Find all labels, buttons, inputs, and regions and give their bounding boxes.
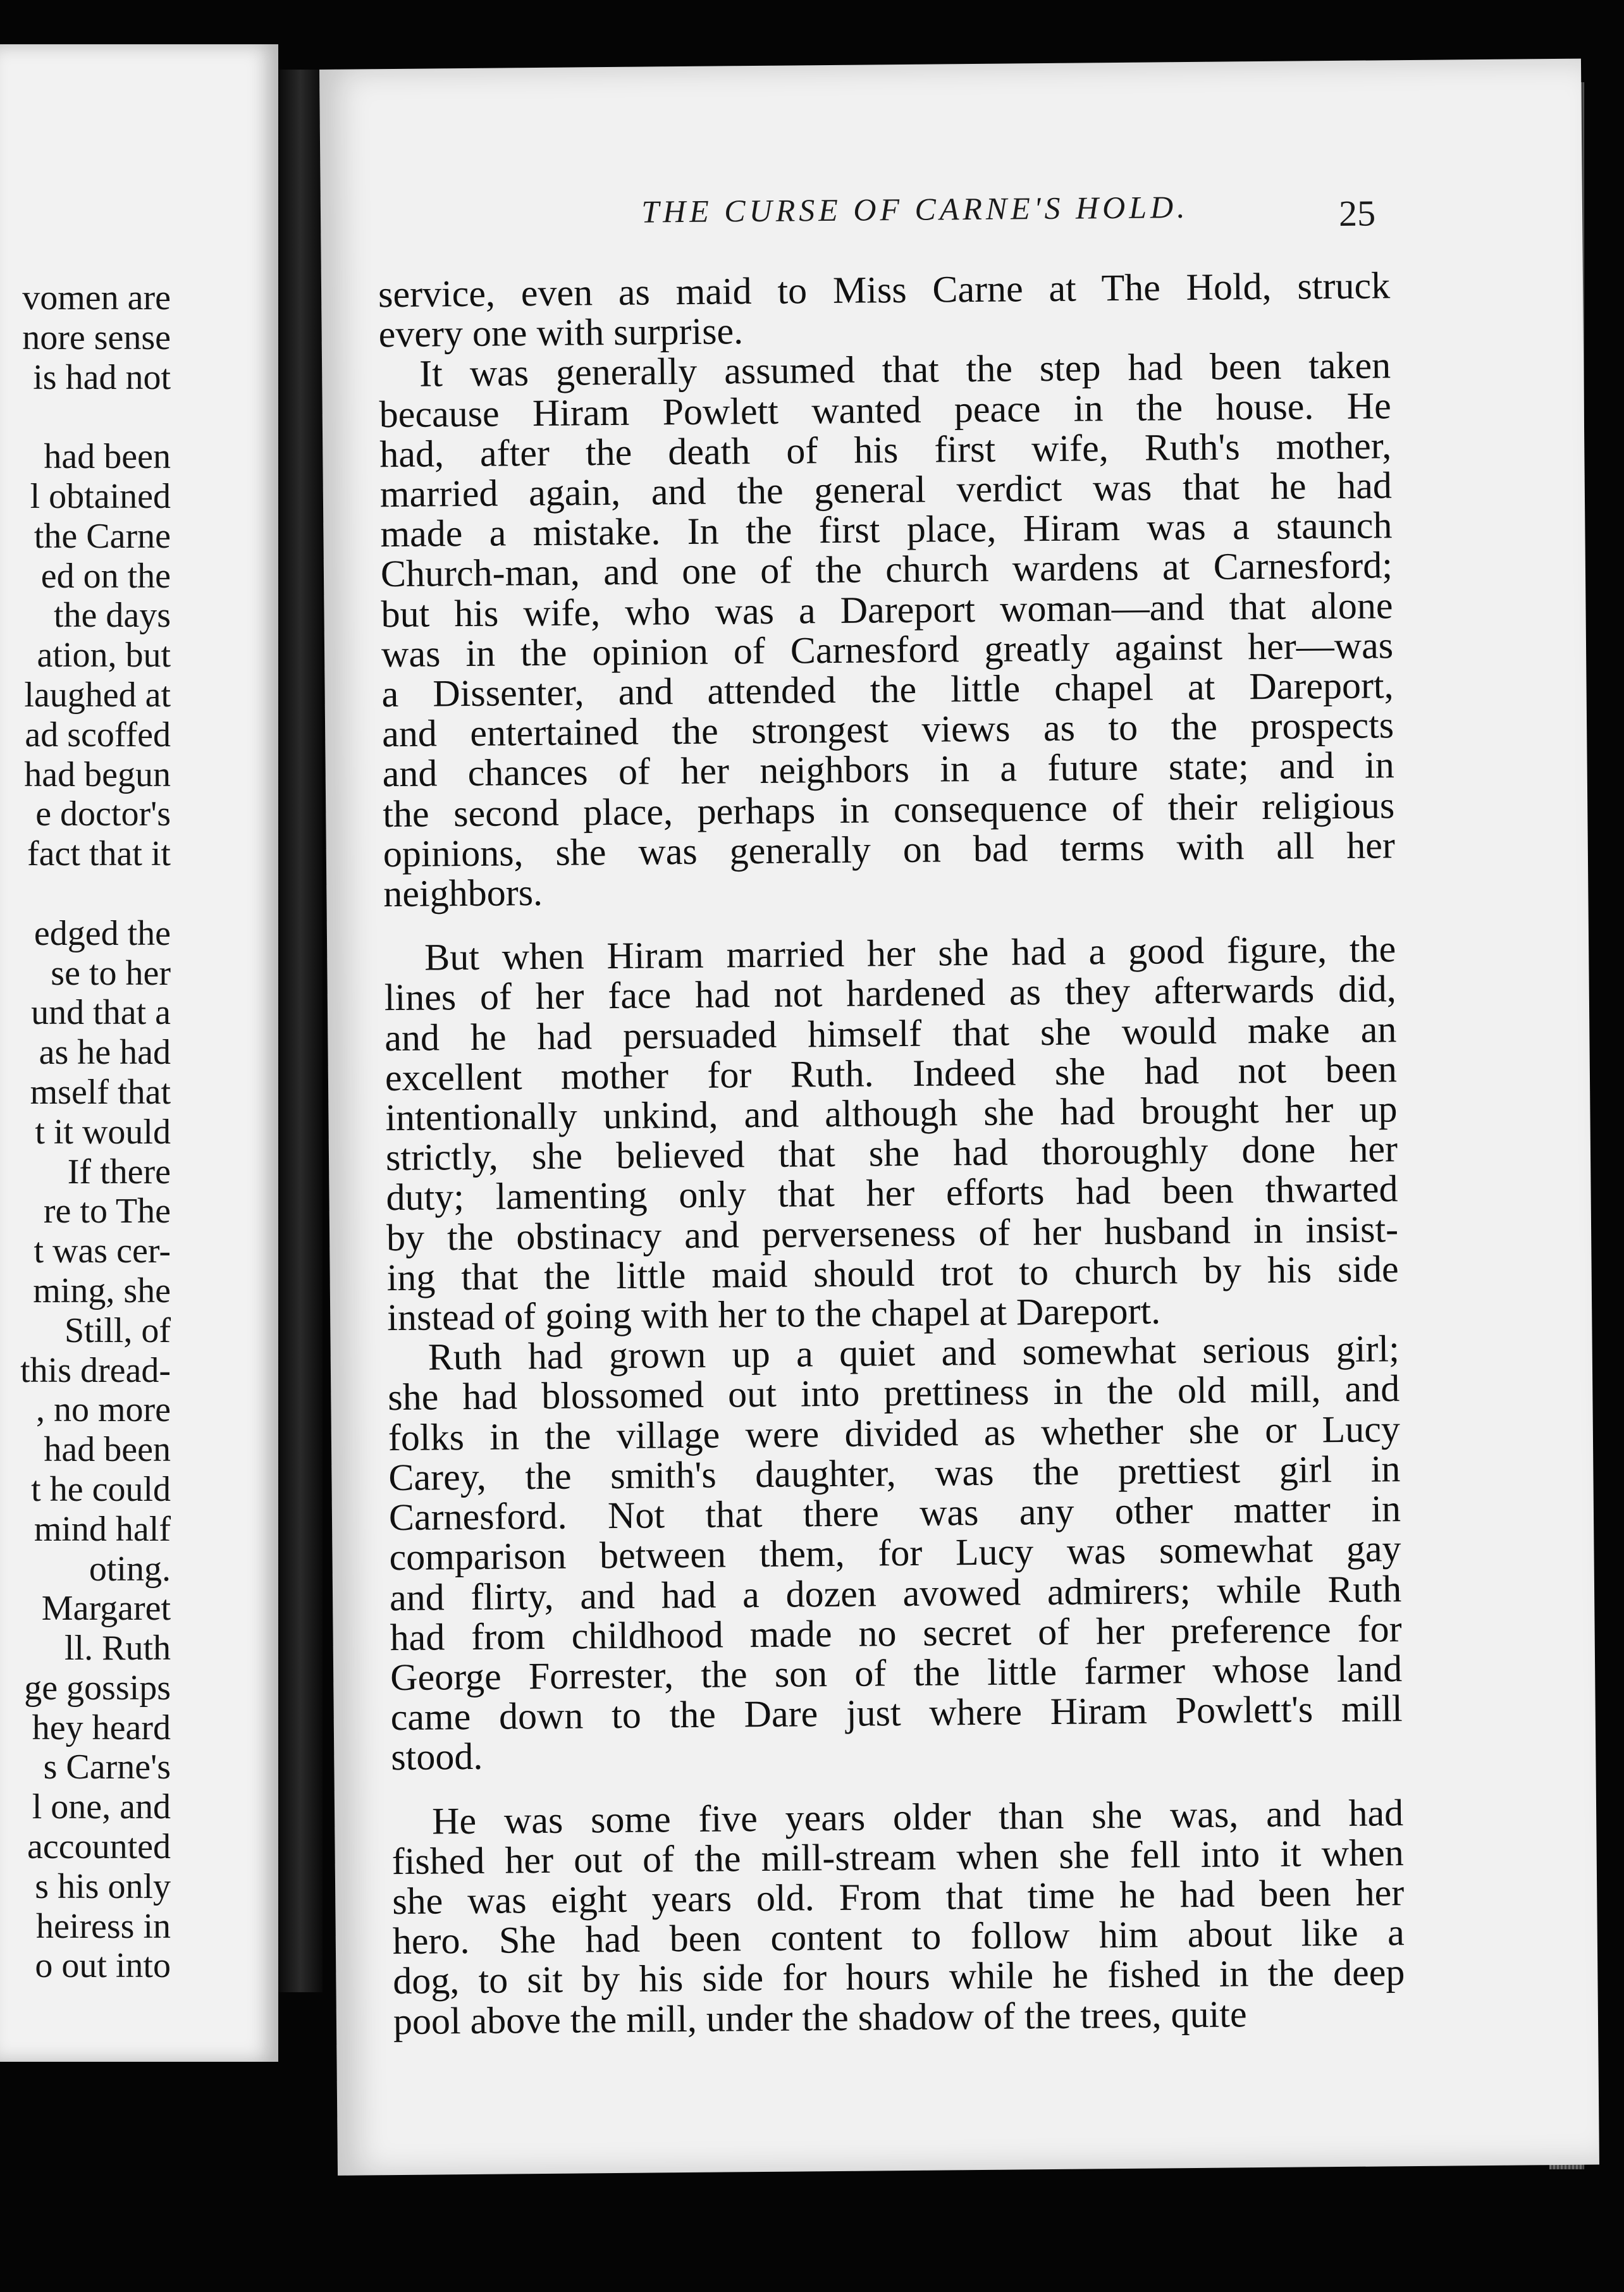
text-line: But when Hiram married her she had a good figure, the bbox=[424, 928, 1396, 978]
left-page-line: s his only bbox=[35, 1866, 171, 1906]
paragraph bbox=[388, 1329, 1403, 1777]
left-page-line: had been bbox=[44, 1430, 171, 1470]
left-page-line: ge gossips bbox=[24, 1668, 171, 1708]
text-line: It was generally assumed that the step had been taken bbox=[419, 344, 1391, 395]
text-line: every one with surprise. bbox=[378, 310, 744, 355]
text-line: neighbors. bbox=[383, 872, 543, 915]
right-page bbox=[319, 59, 1599, 2176]
running-head: THE CURSE OF CARNE'S HOLD. bbox=[641, 189, 1189, 230]
left-page-line: o out into bbox=[35, 1946, 171, 1986]
paragraph bbox=[384, 929, 1399, 1338]
left-page-line: vomen are bbox=[22, 278, 171, 317]
text-line: hero. She had been content to follow him about like a bbox=[392, 1911, 1405, 1962]
left-page-line: ed on the bbox=[40, 556, 171, 596]
text-line: had, after the death of his first wife, Ruth's mother, bbox=[379, 424, 1392, 476]
text-line: duty; lamenting only that her efforts had been thwarted bbox=[386, 1168, 1398, 1219]
text-line: excellent mother for Ruth. Indeed she had not been bbox=[384, 1048, 1398, 1099]
paragraph bbox=[391, 1793, 1405, 2042]
left-page-line: l one, and bbox=[32, 1787, 171, 1827]
text-line: Carnesford. Not that there was any other matter in bbox=[388, 1488, 1401, 1539]
text-line: she had blossomed out into prettiness in the old mill, and bbox=[388, 1367, 1400, 1419]
body-text bbox=[378, 266, 1405, 2042]
text-line: opinions, she was generally on bad terms with all her bbox=[383, 824, 1396, 875]
left-page-line: If there bbox=[67, 1152, 171, 1192]
left-page-line: mind half bbox=[34, 1509, 171, 1549]
text-line: made a mistake. In the first place, Hiram was a staunch bbox=[380, 504, 1393, 555]
left-page-line: Margaret bbox=[41, 1589, 171, 1629]
text-line: and entertained the strongest views as to the prospects bbox=[381, 704, 1394, 755]
left-page-line: ation, but bbox=[37, 636, 171, 675]
text-line: dog, to sit by his side for hours while he fished in the deep bbox=[393, 1951, 1405, 2002]
text-line: was in the opinion of Carnesford greatly against her—was bbox=[381, 624, 1394, 675]
text-line: instead of going with her to the chapel at Dareport. bbox=[386, 1290, 1161, 1339]
left-page-line: fact that it bbox=[27, 834, 171, 874]
left-page-line: is had not bbox=[33, 357, 171, 397]
left-page-line: re to The bbox=[43, 1192, 171, 1231]
left-page-line: edged the bbox=[34, 913, 171, 953]
text-line: He was some five years older than she was, and had bbox=[431, 1791, 1404, 1842]
text-line: fished her out of the mill-stream when she fell into it when bbox=[391, 1831, 1404, 1882]
left-page-line: nore sense bbox=[22, 317, 171, 357]
text-line: comparison between them, for Lucy was somewhat gay bbox=[389, 1527, 1401, 1579]
text-line: folks in the village were divided as whether she or Lucy bbox=[388, 1407, 1401, 1458]
left-page-line: l obtained bbox=[30, 476, 171, 516]
left-page-text bbox=[0, 278, 171, 1986]
left-page-line: t he could bbox=[31, 1469, 171, 1509]
left-page-line: had been bbox=[44, 437, 171, 477]
left-page-line: ad scoffed bbox=[25, 715, 171, 755]
left-page-line: e doctor's bbox=[35, 794, 171, 834]
left-page-line: accounted bbox=[27, 1827, 171, 1867]
text-line: Ruth had grown up a quiet and somewhat serious girl; bbox=[428, 1328, 1400, 1378]
left-page-line: ming, she bbox=[33, 1271, 171, 1310]
book-gutter bbox=[278, 70, 323, 1992]
left-page bbox=[0, 44, 278, 2062]
page-number: 25 bbox=[1338, 192, 1376, 234]
text-line: Church-man, and one of the church wardens at Carnesford; bbox=[380, 544, 1393, 595]
left-page-line: oting. bbox=[89, 1549, 171, 1589]
left-page-line: , no more bbox=[35, 1390, 171, 1430]
text-line: because Hiram Powlett wanted peace in the house. He bbox=[379, 384, 1391, 435]
left-page-line: the Carne bbox=[34, 516, 171, 556]
text-line: married again, and the general verdict was that he had bbox=[379, 464, 1393, 515]
text-line: a Dissenter, and attended the little chapel at Dareport, bbox=[381, 664, 1394, 715]
text-line: but his wife, who was a Dareport woman—and that alone bbox=[381, 584, 1393, 635]
text-line: and chances of her neighbors in a future state; and in bbox=[382, 744, 1394, 795]
text-line: the second place, perhaps in consequence of their religious bbox=[382, 784, 1395, 835]
text-line: stood. bbox=[391, 1735, 483, 1778]
text-line: she was eight years old. From that time he had been her bbox=[391, 1871, 1405, 1923]
left-page-line: laughed at bbox=[24, 675, 171, 715]
text-line: intentionally unkind, and although she had brought her up bbox=[385, 1088, 1398, 1139]
text-line: Carey, the smith's daughter, was the prettiest girl in bbox=[388, 1448, 1401, 1499]
left-page-line bbox=[0, 874, 171, 914]
left-page-line: und that a bbox=[31, 993, 171, 1033]
left-page-line bbox=[0, 397, 171, 437]
text-line: pool above the mill, under the shadow of the trees, quite bbox=[393, 1992, 1247, 2042]
left-page-line: t was cer- bbox=[34, 1231, 171, 1271]
left-page-line: s Carne's bbox=[43, 1747, 171, 1787]
left-page-line: heiress in bbox=[35, 1906, 171, 1946]
left-page-line: hey heard bbox=[32, 1708, 171, 1747]
text-line: and he had persuaded himself that she would make an bbox=[384, 1007, 1397, 1059]
left-page-line: the days bbox=[53, 596, 171, 636]
left-page-line: ll. Ruth bbox=[64, 1629, 171, 1668]
text-line: came down to the Dare just where Hiram Powlett's mill bbox=[390, 1687, 1403, 1739]
text-line: George Forrester, the son of the little farmer whose land bbox=[390, 1648, 1403, 1699]
text-line: had from childhood made no secret of her preference for bbox=[390, 1607, 1402, 1658]
text-line: strictly, she believed that she had thoroughly done her bbox=[385, 1128, 1398, 1179]
left-page-line: as he had bbox=[39, 1033, 171, 1073]
paragraph bbox=[378, 266, 1391, 354]
text-line: lines of her face had not hardened as they afterwards did, bbox=[384, 968, 1397, 1019]
text-line: by the obstinacy and perverseness of her husband in insist- bbox=[386, 1207, 1399, 1259]
text-line: service, even as maid to Miss Carne at The Hold, struck bbox=[378, 264, 1391, 316]
left-page-line: had begun bbox=[24, 755, 171, 794]
left-page-line: se to her bbox=[51, 953, 171, 993]
text-line: ing that the little maid should trot to church by his side bbox=[386, 1248, 1399, 1299]
text-line: and flirty, and had a dozen avowed admirers; while Ruth bbox=[389, 1567, 1402, 1618]
paragraph bbox=[379, 346, 1396, 915]
left-page-line: t it would bbox=[35, 1112, 171, 1152]
left-page-line: this dread- bbox=[20, 1350, 171, 1390]
left-page-line: mself that bbox=[30, 1072, 171, 1112]
left-page-line: Still, of bbox=[64, 1310, 171, 1350]
